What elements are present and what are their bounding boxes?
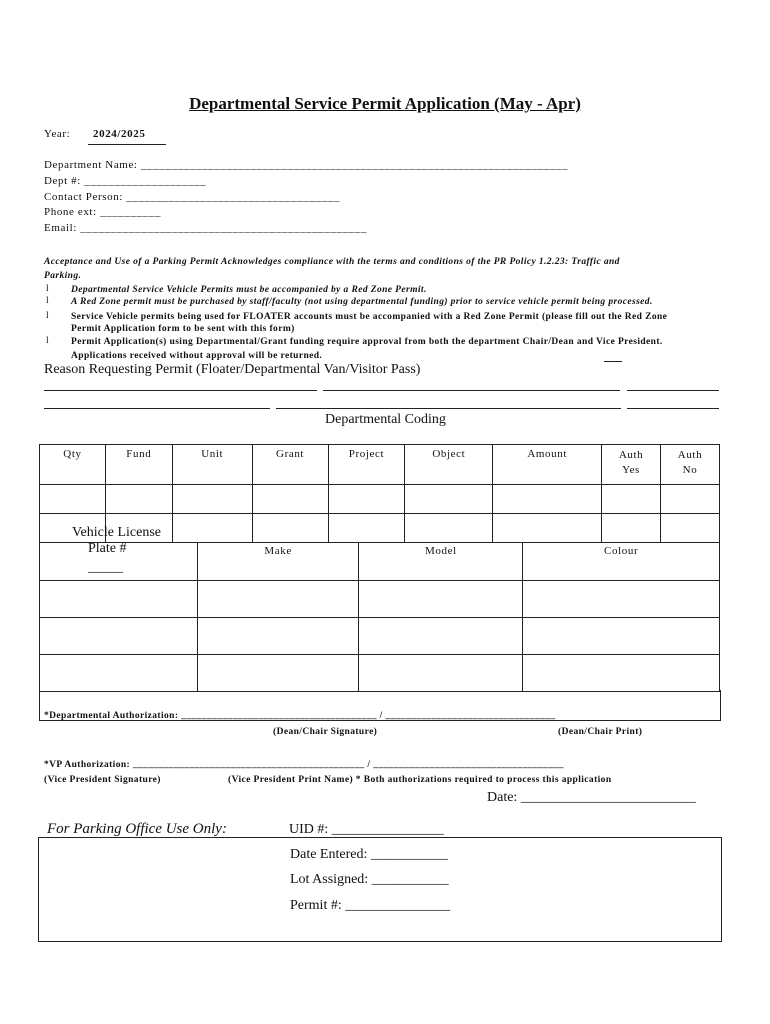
cell-grant[interactable] [252,485,328,514]
col-model: Model [359,543,523,581]
cell-project[interactable] [328,514,405,543]
lot-assigned-field[interactable]: Lot Assigned: ___________ [290,872,449,887]
cell-colour[interactable] [523,618,720,655]
auth-no-label-2: No [682,464,698,476]
cell-model[interactable] [359,581,523,618]
coding-heading: Departmental Coding [325,412,446,427]
plate-label-2: Plate # [88,541,127,556]
year-value: 2024/2025 [93,128,146,140]
col-auth-yes [602,445,661,485]
policy-item-3: Service Vehicle permits being used for FLOATER accounts must be accompanied with a Red Zone Permit (please fill out the Red Zone [71,312,668,322]
policy-item-4: Permit Application(s) using Departmental/Grant funding require approval from both the department Chair/Dean and Vice President. [71,337,663,347]
dept-auth-field[interactable]: *Departmental Authorization: ______________________________________ / _________________________________ [44,711,556,721]
coding-header-row [40,445,720,485]
reason-line[interactable] [323,390,620,391]
permit-number-field[interactable]: Permit #: _______________ [290,898,451,913]
date-entered-field[interactable]: Date Entered: ___________ [290,847,448,862]
auth-no-label-1: Auth [677,449,703,461]
col-unit: Unit [172,445,252,485]
col-amount: Amount [493,445,602,485]
reason-line[interactable] [627,390,719,391]
plate-label-1: Vehicle License [72,525,162,540]
cell-qty[interactable] [40,485,106,514]
dept-auth-print-caption: (Dean/Chair Print) [558,727,643,737]
dept-name-field[interactable]: Department Name: ______________________________________________________________________ [44,159,568,171]
cell-plate[interactable] [40,655,198,692]
cell-amount[interactable] [493,514,602,543]
dept-number-field[interactable]: Dept #: ____________________ [44,175,207,187]
policy-item-4-cont: Applications received without approval will be returned. [71,351,323,361]
cell-amount[interactable] [493,485,602,514]
col-qty: Qty [40,445,106,485]
cell-project[interactable] [328,485,405,514]
col-fund: Fund [105,445,172,485]
cell-colour[interactable] [523,581,720,618]
bullet-icon: l [46,336,50,346]
cell-make[interactable] [197,655,359,692]
uid-field[interactable]: UID #: ________________ [289,822,444,837]
table-row[interactable] [40,618,720,655]
bullet-icon: l [46,284,50,294]
col-project: Project [328,445,405,485]
office-use-label: For Parking Office Use Only: [47,821,227,837]
table-row[interactable] [40,581,720,618]
policy-item-3-cont: Permit Application form to be sent with this form) [71,324,295,334]
acknowledgement-line-1: Acceptance and Use of a Parking Permit Acknowledges compliance with the terms and conditions of the PR Policy 1.2.23: Traffic and [44,257,620,267]
auth-yes-label-1: Auth [618,449,644,461]
col-auth-no [660,445,719,485]
reason-line[interactable] [276,408,621,409]
cell-colour[interactable] [523,655,720,692]
policy-item-2: A Red Zone permit must be purchased by staff/faculty (not using departmental funding) prior to service vehicle permit being processed. [71,297,653,307]
vehicle-table [39,542,720,692]
short-rule [604,361,622,362]
cell-object[interactable] [405,485,493,514]
cell-grant[interactable] [252,514,328,543]
table-row[interactable] [40,485,720,514]
contact-person-field[interactable]: Contact Person: ___________________________________ [44,191,340,203]
dept-auth-sig-caption: (Dean/Chair Signature) [273,727,378,737]
cell-model[interactable] [359,618,523,655]
vp-auth-field[interactable]: *VP Authorization: _____________________________________________ / _____________________________________ [44,760,564,770]
cell-plate[interactable] [40,618,198,655]
auth-yes-label-2: Yes [622,464,640,476]
cell-unit[interactable] [172,485,252,514]
cell-auth-yes[interactable] [602,514,661,543]
cell-make[interactable] [197,581,359,618]
col-make: Make [197,543,359,581]
cell-auth-no[interactable] [660,514,719,543]
plate-blank: _____ [88,560,123,575]
cell-auth-no[interactable] [660,485,719,514]
reason-label: Reason Requesting Permit (Floater/Departmental Van/Visitor Pass) [44,362,421,377]
cell-unit[interactable] [172,514,252,543]
phone-ext-field[interactable]: Phone ext: __________ [44,206,162,218]
reason-line[interactable] [44,408,270,409]
vehicle-header-row [40,543,720,581]
reason-line[interactable] [627,408,719,409]
cell-auth-yes[interactable] [602,485,661,514]
cell-object[interactable] [405,514,493,543]
col-colour: Colour [523,543,720,581]
date-field[interactable]: Date: _________________________ [487,790,696,805]
year-underline [88,144,166,145]
cell-make[interactable] [197,618,359,655]
bullet-icon: l [46,296,50,306]
table-row[interactable] [40,655,720,692]
cell-fund[interactable] [105,485,172,514]
year-label: Year: [44,128,71,140]
cell-plate[interactable] [40,581,198,618]
vp-sig-caption: (Vice President Signature) [44,775,161,785]
col-object: Object [405,445,493,485]
email-field[interactable]: Email: _______________________________________________ [44,222,367,234]
vp-print-caption: (Vice President Print Name) * Both authorizations required to process this application [228,775,612,785]
col-grant: Grant [252,445,328,485]
page-title: Departmental Service Permit Application (May - Apr) [189,94,581,113]
policy-item-1: Departmental Service Vehicle Permits must be accompanied by a Red Zone Permit. [71,285,427,295]
acknowledgement-line-2: Parking. [44,271,82,281]
reason-line[interactable] [44,390,317,391]
cell-model[interactable] [359,655,523,692]
bullet-icon: l [46,311,50,321]
